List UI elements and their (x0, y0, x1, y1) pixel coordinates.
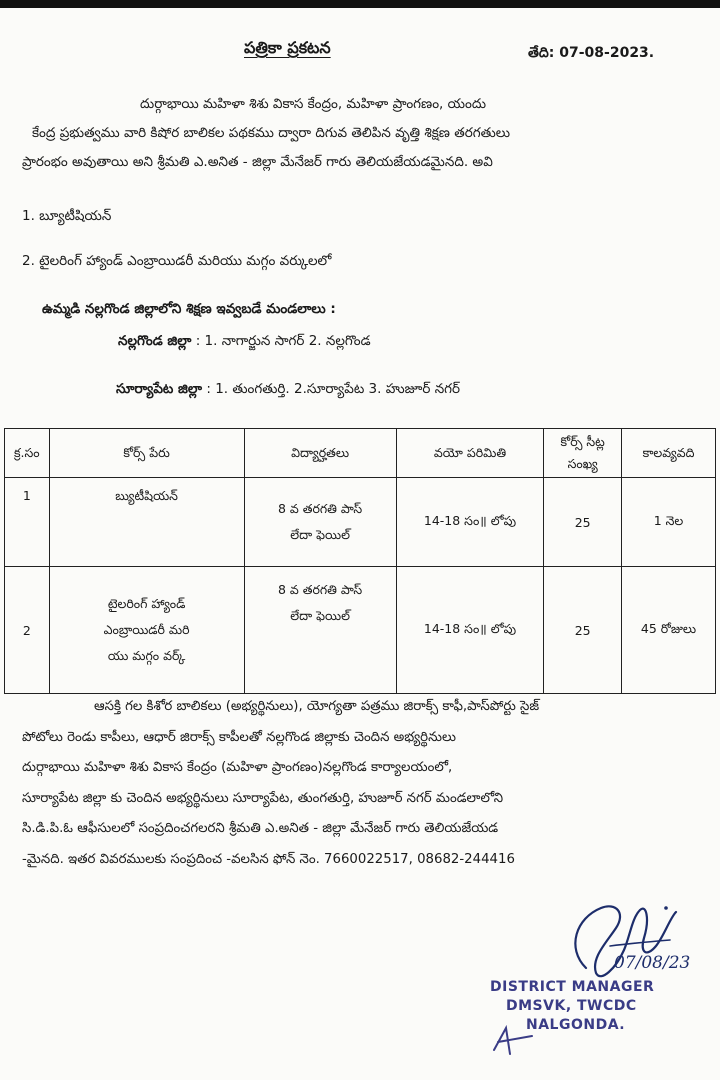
suryapet-mandal-list: : 1. తుంగతుర్తి. 2.సూర్యాపేట 3. హుజూర్ నగర్ (202, 381, 461, 397)
cell-qualification: 8 వ తరగతి పాస్ లేదా ఫెయిల్ (244, 478, 396, 567)
table-header-row (5, 429, 716, 478)
stamp-line: NALGONDA. (526, 1017, 626, 1033)
cell-duration: 45 రోజులు (622, 567, 716, 694)
nalgonda-district-label: నల్లగొండ జిల్లా (118, 333, 192, 349)
intro-line: దుర్గాభాయి మహిళా శిశు వికాస కేంద్రం, మహిళా ప్రాంగణం, యందు (140, 96, 487, 112)
cell-duration: 1 నెల (622, 478, 716, 567)
cell-course-name: బ్యుటీషియన్ (49, 478, 244, 567)
header-seats: కోర్స్ సీట్ల సంఖ్య (544, 429, 622, 478)
document-date: తేది: 07-08-2023. (528, 45, 655, 61)
initials-mark (488, 1020, 538, 1060)
course-list-item: 2. టైలరింగ్ హ్యాండ్ ఎంబ్రాయిడరీ మరియు మగ్గం వర్కులలో (22, 253, 332, 269)
cell-age-limit: 14-18 సం॥ లోపు (396, 567, 544, 694)
cell-qualification: 8 వ తరగతి పాస్ లేదా ఫెయిల్ (244, 567, 396, 694)
closing-line: -మైనది. ఇతర వివరములకు సంప్రదించ -వలసిన ఫోన్ నెం. 7660022517, 08682-244416 (22, 851, 515, 867)
cell-seats: 25 (544, 478, 622, 567)
header-serial: క్ర.సం (5, 429, 50, 478)
suryapet-district-label: సూర్యాపేట జిల్లా (116, 381, 203, 397)
closing-line: పోటోలు రెండు కాపీలు, ఆధార్ జిరాక్స్ కాపీలతో నల్లగొండ జిల్లాకు చెందిన అభ్యర్థినులు (22, 729, 457, 745)
suryapet-mandals (116, 381, 460, 400)
cell-serial: 2 (5, 567, 50, 694)
intro-line: కేంద్ర ప్రభుత్వము వారి కిషోర బాలికల పథకము ద్వారా దిగువ తెలిపిన వృత్తి శిక్షణ తరగతులు (32, 125, 511, 141)
nalgonda-mandals (118, 333, 371, 352)
courses-table (4, 428, 716, 694)
table-row (5, 567, 716, 694)
closing-line: దుర్గాభాయి మహిళా శిశు వికాస కేంద్రం (మహిళా ప్రాంగణం)నల్లగొండ కార్యాలయంలో, (22, 760, 453, 775)
closing-line: ఆసక్తి గల కిశోర బాలికలు (అభ్యర్థినులు), యోగ్యతా పత్రము జిరాక్స్ కాఫీ,పాస్‌పోర్టు సైజ్ (94, 699, 540, 714)
cell-course-name: టైలరింగ్ హ్యాండ్ ఎంబ్రాయిడరీ మరి యు మగ్గం వర్క్ (49, 567, 244, 694)
stamp-line: DISTRICT MANAGER (490, 979, 655, 995)
header-course-name: కోర్స్ పేరు (49, 429, 244, 478)
cell-seats: 25 (544, 567, 622, 694)
document-title: పత్రికా ప్రకటన (244, 38, 331, 57)
cell-serial: 1 (5, 478, 50, 567)
closing-paragraph (22, 692, 702, 875)
table-row (5, 478, 716, 567)
mandals-heading: ఉమ్మడి నల్లగొండ జిల్లాలోని శిక్షణ ఇవ్వబడే మండలాలు : (42, 301, 336, 317)
nalgonda-mandal-list: : 1. నాగార్జున సాగర్ 2. నల్లగొండ (191, 333, 371, 349)
stamp-line: DMSVK, TWCDC (506, 998, 637, 1014)
closing-line: సూర్యాపేట జిల్లా కు చెందిన అభ్యర్థినులు సూర్యాపేట, తుంగతుర్తి, హుజూర్ నగర్ మండలాలోని (22, 790, 504, 806)
intro-paragraph (22, 90, 702, 177)
closing-line: సి.డి.పి.ఓ ఆఫీసులలో సంప్రదించగలరని శ్రీమతి ఎ.అనిత - జిల్లా మేనేజర్ గారు తెలియజేయడ (22, 821, 499, 836)
header-qualification: విద్యార్హతలు (244, 429, 396, 478)
course-list-item: 1. బ్యూటీషియన్ (22, 208, 112, 224)
intro-line: ప్రారంభం అవుతాయి అని శ్రీమతి ఎ.అనిత - జిల్లా మేనేజర్ గారు తెలియజేయడమైనది. అవి (22, 154, 493, 170)
header-age-limit: వయో పరిమితి (396, 429, 544, 478)
header-duration: కాలవ్యవది (622, 429, 716, 478)
cell-age-limit: 14-18 సం॥ లోపు (396, 478, 544, 567)
top-dark-border (0, 0, 720, 8)
signature-date: 07/08/23 (614, 953, 691, 973)
press-release-page (0, 8, 720, 1080)
